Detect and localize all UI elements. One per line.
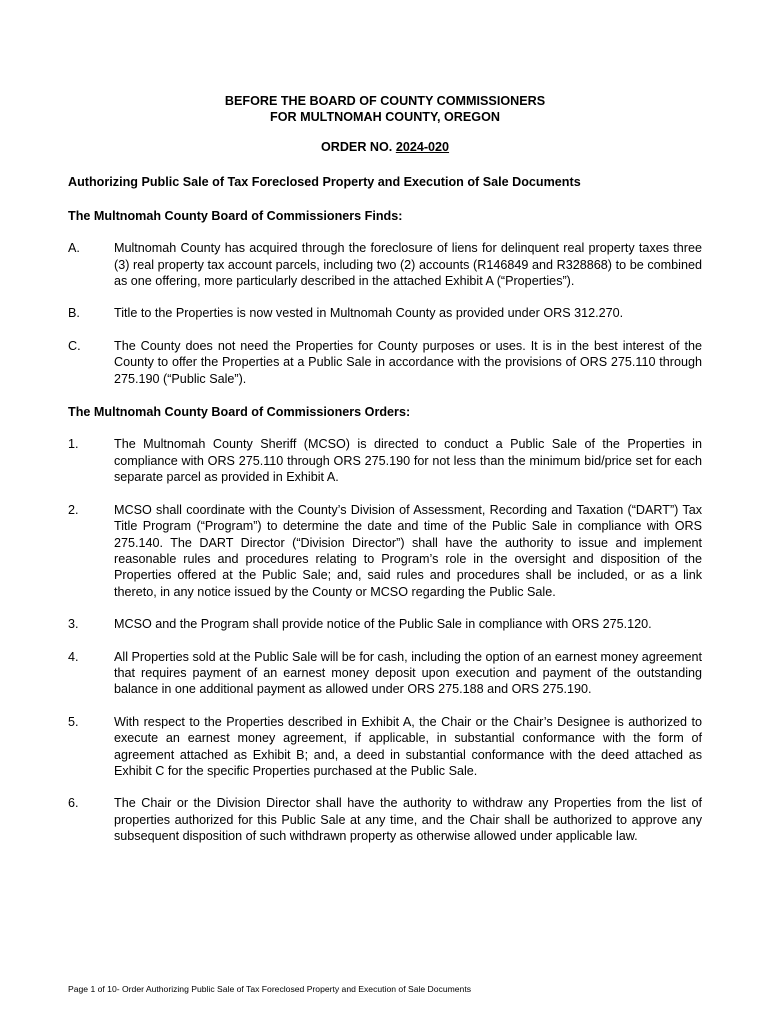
finding-text: The County does not need the Properties for County purposes or uses. It is in the best interest of the County to offer the Properties at a Public Sale in accordance with the provisions of ORS 275.110 through 275.190 (“Public Sale”). [114, 338, 702, 386]
page-footer: Page 1 of 10- Order Authorizing Public Sale of Tax Foreclosed Property and Execution of Sale Documents [68, 984, 472, 994]
order-item-6 [68, 795, 702, 844]
order-prefix: ORDER NO. [320, 140, 396, 154]
order-label: 2. [68, 502, 79, 517]
header-line-2: FOR MULTNOMAH COUNTY, OREGON [270, 109, 500, 124]
document-page [68, 94, 702, 845]
order-label: 4. [68, 649, 79, 664]
order-text: MCSO shall coordinate with the County’s Division of Assessment, Recording and Taxation (“DART”) Tax Title Program (“Program”) to determine the date and time of the Public Sale in compliance with ORS 275.140. The DART Director (“Division Director”) shall have the authority to issue and implement reasonable rules and procedures relating to Program’s role in the oversight and disposition of the Properties offered at the Public Sale; and, said rules and procedures shall be included, or as a link thereto, in any notice issued by the County or MCSO regarding the Public Sale. [114, 502, 702, 599]
document-header [68, 94, 702, 125]
finding-item-c [68, 338, 702, 387]
finding-label: B. [68, 306, 80, 321]
header-line-1: BEFORE THE BOARD OF COUNTY COMMISSIONERS [224, 94, 546, 108]
order-number-line [68, 139, 702, 155]
finding-text: Multnomah County has acquired through the foreclosure of liens for delinquent real property taxes three (3) real property tax account parcels, including two (2) accounts (R146849 and R328868) to be combined as one offering, more particularly described in the attached Exhibit A (“Properties”). [114, 241, 702, 289]
order-item-1 [68, 436, 702, 485]
order-label: 1. [68, 437, 79, 452]
order-text: The Chair or the Division Director shall have the authority to withdraw any Properties from the list of properties authorized for this Public Sale at any time, and the Chair shall be authorized to approve any subsequent disposition of such withdrawn property as otherwise allowed under applicable law. [114, 796, 702, 844]
order-number: 2024-020 [395, 140, 450, 154]
order-item-4 [68, 649, 702, 698]
finding-label: C. [68, 338, 81, 353]
orders-heading: The Multnomah County Board of Commissioners Orders: [68, 405, 411, 420]
finding-item-a [68, 240, 702, 289]
order-text: All Properties sold at the Public Sale will be for cash, including the option of an earnest money agreement that requires payment of an earnest money deposit upon execution and payment of the outstanding balance in one additional payment as allowed under ORS 275.188 and ORS 275.190. [114, 649, 702, 697]
order-label: 5. [68, 714, 79, 729]
order-label: 6. [68, 796, 79, 811]
finding-text: Title to the Properties is now vested in Multnomah County as provided under ORS 312.270. [114, 306, 624, 321]
document-title: Authorizing Public Sale of Tax Foreclosed Property and Execution of Sale Documents [68, 175, 581, 190]
order-item-3 [68, 616, 702, 632]
order-text: MCSO and the Program shall provide notice of the Public Sale in compliance with ORS 275.120. [114, 617, 652, 632]
order-label: 3. [68, 617, 79, 632]
finding-label: A. [68, 241, 80, 256]
order-text: With respect to the Properties described in Exhibit A, the Chair or the Chair’s Designee is authorized to execute an earnest money agreement, if applicable, in substantial conformance with the form of agreement attached as Exhibit B; and, a deed in substantial conformance with the deed attached as Exhibit C for the specific Properties purchased at the Public Sale. [114, 714, 702, 778]
order-text: The Multnomah County Sheriff (MCSO) is directed to conduct a Public Sale of the Properties in compliance with ORS 275.110 through ORS 275.190 for not less than the minimum bid/price set for each separate parcel as provided in Exhibit A. [114, 437, 702, 485]
order-item-5 [68, 714, 702, 780]
order-item-2 [68, 502, 702, 600]
finding-item-b [68, 305, 702, 321]
findings-heading: The Multnomah County Board of Commissioners Finds: [68, 208, 403, 223]
